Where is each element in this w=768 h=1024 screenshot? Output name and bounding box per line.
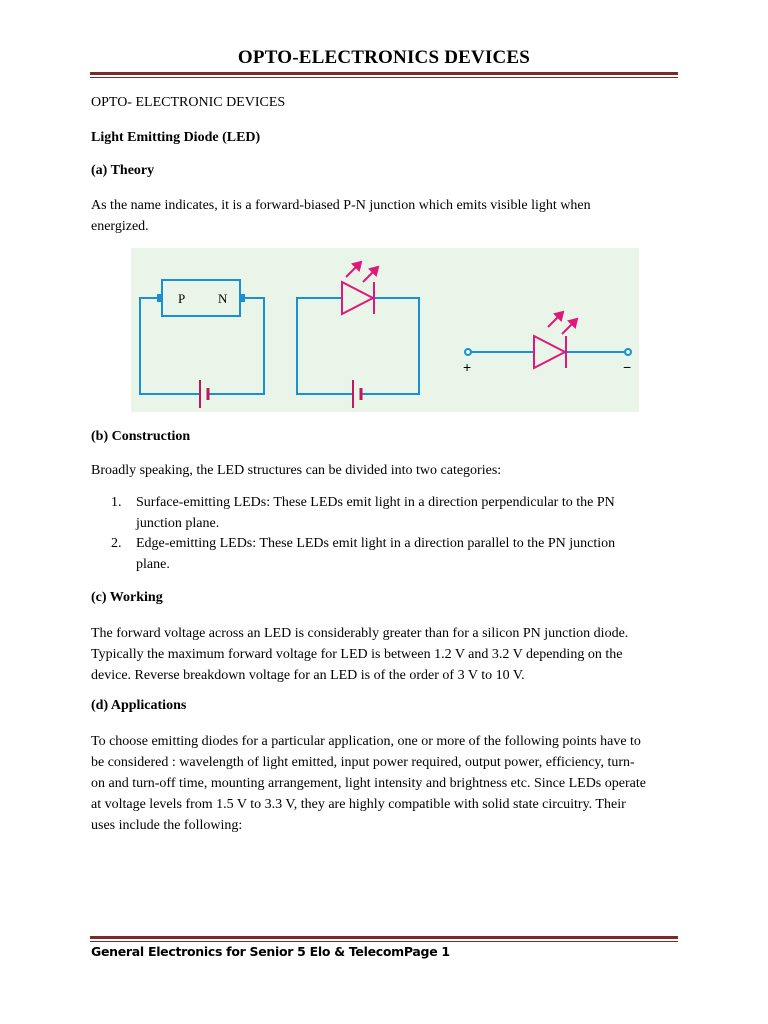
construction-intro: Broadly speaking, the LED structures can be divided into two categories: — [91, 463, 502, 478]
footer-rule — [90, 936, 678, 939]
led-circuit-diagram — [131, 248, 639, 412]
led-symbol-2 — [465, 349, 631, 355]
p-label: P — [178, 291, 186, 306]
section-title: OPTO- ELECTRONIC DEVICES — [91, 95, 286, 110]
plus-label: + — [463, 359, 472, 375]
pn-block — [162, 280, 240, 316]
theory-heading: (a) Theory — [91, 163, 155, 178]
construction-heading: (b) Construction — [91, 429, 191, 444]
minus-label: − — [623, 359, 632, 375]
page-footer: General Electronics for Senior 5 Elo & TelecomPage 1 — [91, 944, 450, 959]
list-item — [91, 534, 651, 575]
pn-junction-circuit — [140, 280, 264, 408]
list-item-number: 2. — [111, 536, 122, 551]
page-title: OPTO-ELECTRONICS DEVICES — [237, 47, 531, 68]
list-item — [91, 493, 651, 534]
led-circuit — [297, 298, 419, 408]
list-item-text: Edge-emitting LEDs: These LEDs emit light in a direction parallel to the PN junction plane. — [136, 536, 616, 572]
working-text: The forward voltage across an LED is considerably greater than for a silicon PN junction diode. Typically the maximum forward voltage for LED is between 1.2 V and 3.2 V depending on the device. Reverse breakdown voltage for an LED is of the order of 3 V to 10 V. — [91, 626, 629, 683]
applications-text: To choose emitting diodes for a particular application, one or more of the following points have to be considered : wavelength of light emitted, input power required, output power, efficiency, turn-on and turn-off time, mounting arrangement, light intensity and brightness etc. Since LEDs operate at voltage levels from 1.5 V to 3.3 V, they are highly compatible with solid state circuitry. Their uses include the following: — [91, 734, 646, 833]
n-label: N — [218, 291, 228, 306]
header-rule — [90, 72, 678, 75]
led-circuit-figure — [131, 248, 639, 412]
header-rule-thin — [90, 77, 678, 78]
footer-rule-thin — [90, 941, 678, 942]
list-item-number: 1. — [111, 495, 122, 510]
construction-list — [91, 493, 651, 575]
working-heading: (c) Working — [91, 590, 163, 605]
applications-heading: (d) Applications — [91, 698, 187, 713]
led-heading: Light Emitting Diode (LED) — [91, 130, 261, 145]
theory-text: As the name indicates, it is a forward-biased P-N junction which emits visible light when energized. — [91, 198, 591, 234]
led-symbol-1 — [342, 262, 378, 314]
list-item-text: Surface-emitting LEDs: These LEDs emit light in a direction perpendicular to the PN junction plane. — [136, 495, 615, 531]
